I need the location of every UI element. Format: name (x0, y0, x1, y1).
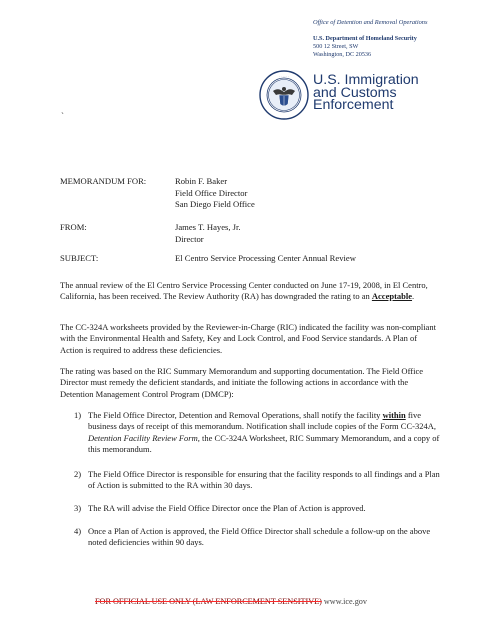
action-text: Once a Plan of Action is approved, the Field Office Director shall schedule a follow-up on the above noted deficiencies within 90 days. (88, 526, 431, 548)
paragraph-text-end: . (412, 291, 415, 302)
svg-text:· · · · · ·: · · · · · · (278, 74, 290, 78)
agency-wordmark (313, 74, 419, 112)
department-name: U.S. Department of Homeland Security (313, 35, 417, 42)
memo-for-office: San Diego Field Office (175, 199, 255, 209)
website-link[interactable]: www.ice.gov (323, 597, 367, 606)
agency-line-3: Enforcement (313, 97, 394, 114)
paragraph-text: The annual review of the El Centro Service Processing Center conducted on June 17-19, 2008, in El Centro, California, has been received. The Review Authority (RA) has downgraded the rating to an (60, 280, 428, 302)
action-text (88, 410, 448, 455)
sensitivity-marking: FOR OFFICIAL USE ONLY (LAW ENFORCEMENT SENSITIVE) (95, 597, 322, 606)
action-text: The Field Office Director is responsible for ensuring that the facility responds to all findings and a Plan of Action is submitted to the RA within 30 days. (88, 469, 440, 491)
action-number: 3) (74, 503, 82, 513)
office-name: Office of Detention and Removal Operations (313, 19, 428, 26)
memo-from-name: James T. Hayes, Jr. (175, 222, 241, 232)
street-address: 500 12 Street, SW (313, 43, 359, 50)
page-footer (95, 597, 367, 606)
paragraph-review-result (60, 280, 440, 303)
stray-mark: ` (61, 111, 64, 121)
emphasis-within: within (382, 410, 406, 420)
action-number: 1) (74, 410, 82, 420)
department-address (313, 35, 417, 59)
action-text: The RA will advise the Field Office Director once the Plan of Action is approved. (88, 503, 366, 513)
paragraph-deficiencies: The CC-324A worksheets provided by the Reviewer-in-Charge (RIC) indicated the facility was non-compliant with the Environmental Health and Safety, Key and Lock Control, and Food Service standards. A Plan of Action is required to address these deficiencies. (60, 322, 436, 355)
action-text-part: five business days of receipt of this memorandum. Notification shall include copies of the Form CC-324A, (88, 410, 436, 432)
memo-for-name: Robin F. Baker (175, 176, 228, 186)
memo-subject: El Centro Service Processing Center Annual Review (175, 253, 356, 263)
paragraph-actions-intro: The rating was based on the RIC Summary Memorandum and supporting documentation. The Field Office Director must remedy the deficient standards, and initiate the following actions in accordance with the Detention Management Control Program (DMCP): (60, 366, 423, 399)
action-number: 4) (74, 526, 82, 536)
agency-line-2: and Customs (313, 84, 397, 101)
memo-for-label: MEMORANDUM FOR: (60, 176, 147, 186)
form-title: Detention Facility Review Form, (88, 432, 200, 443)
memo-for-title: Field Office Director (175, 187, 248, 198)
action-text-part: The Field Office Director, Detention and Removal Operations, shall notify the facility (88, 410, 383, 420)
action-number: 2) (74, 469, 82, 479)
memo-from-label: FROM: (60, 222, 87, 232)
agency-line-1: U.S. Immigration (313, 72, 419, 88)
rating-value: Acceptable (371, 291, 413, 302)
memo-subject-label: SUBJECT: (60, 253, 99, 263)
city-address: Washington, DC 20536 (313, 51, 372, 58)
dhs-seal-icon (259, 70, 309, 120)
action-text-part: the CC-324A Worksheet, RIC Summary Memorandum, and a copy of this memorandum. (88, 432, 440, 454)
memo-from-title: Director (175, 233, 204, 244)
